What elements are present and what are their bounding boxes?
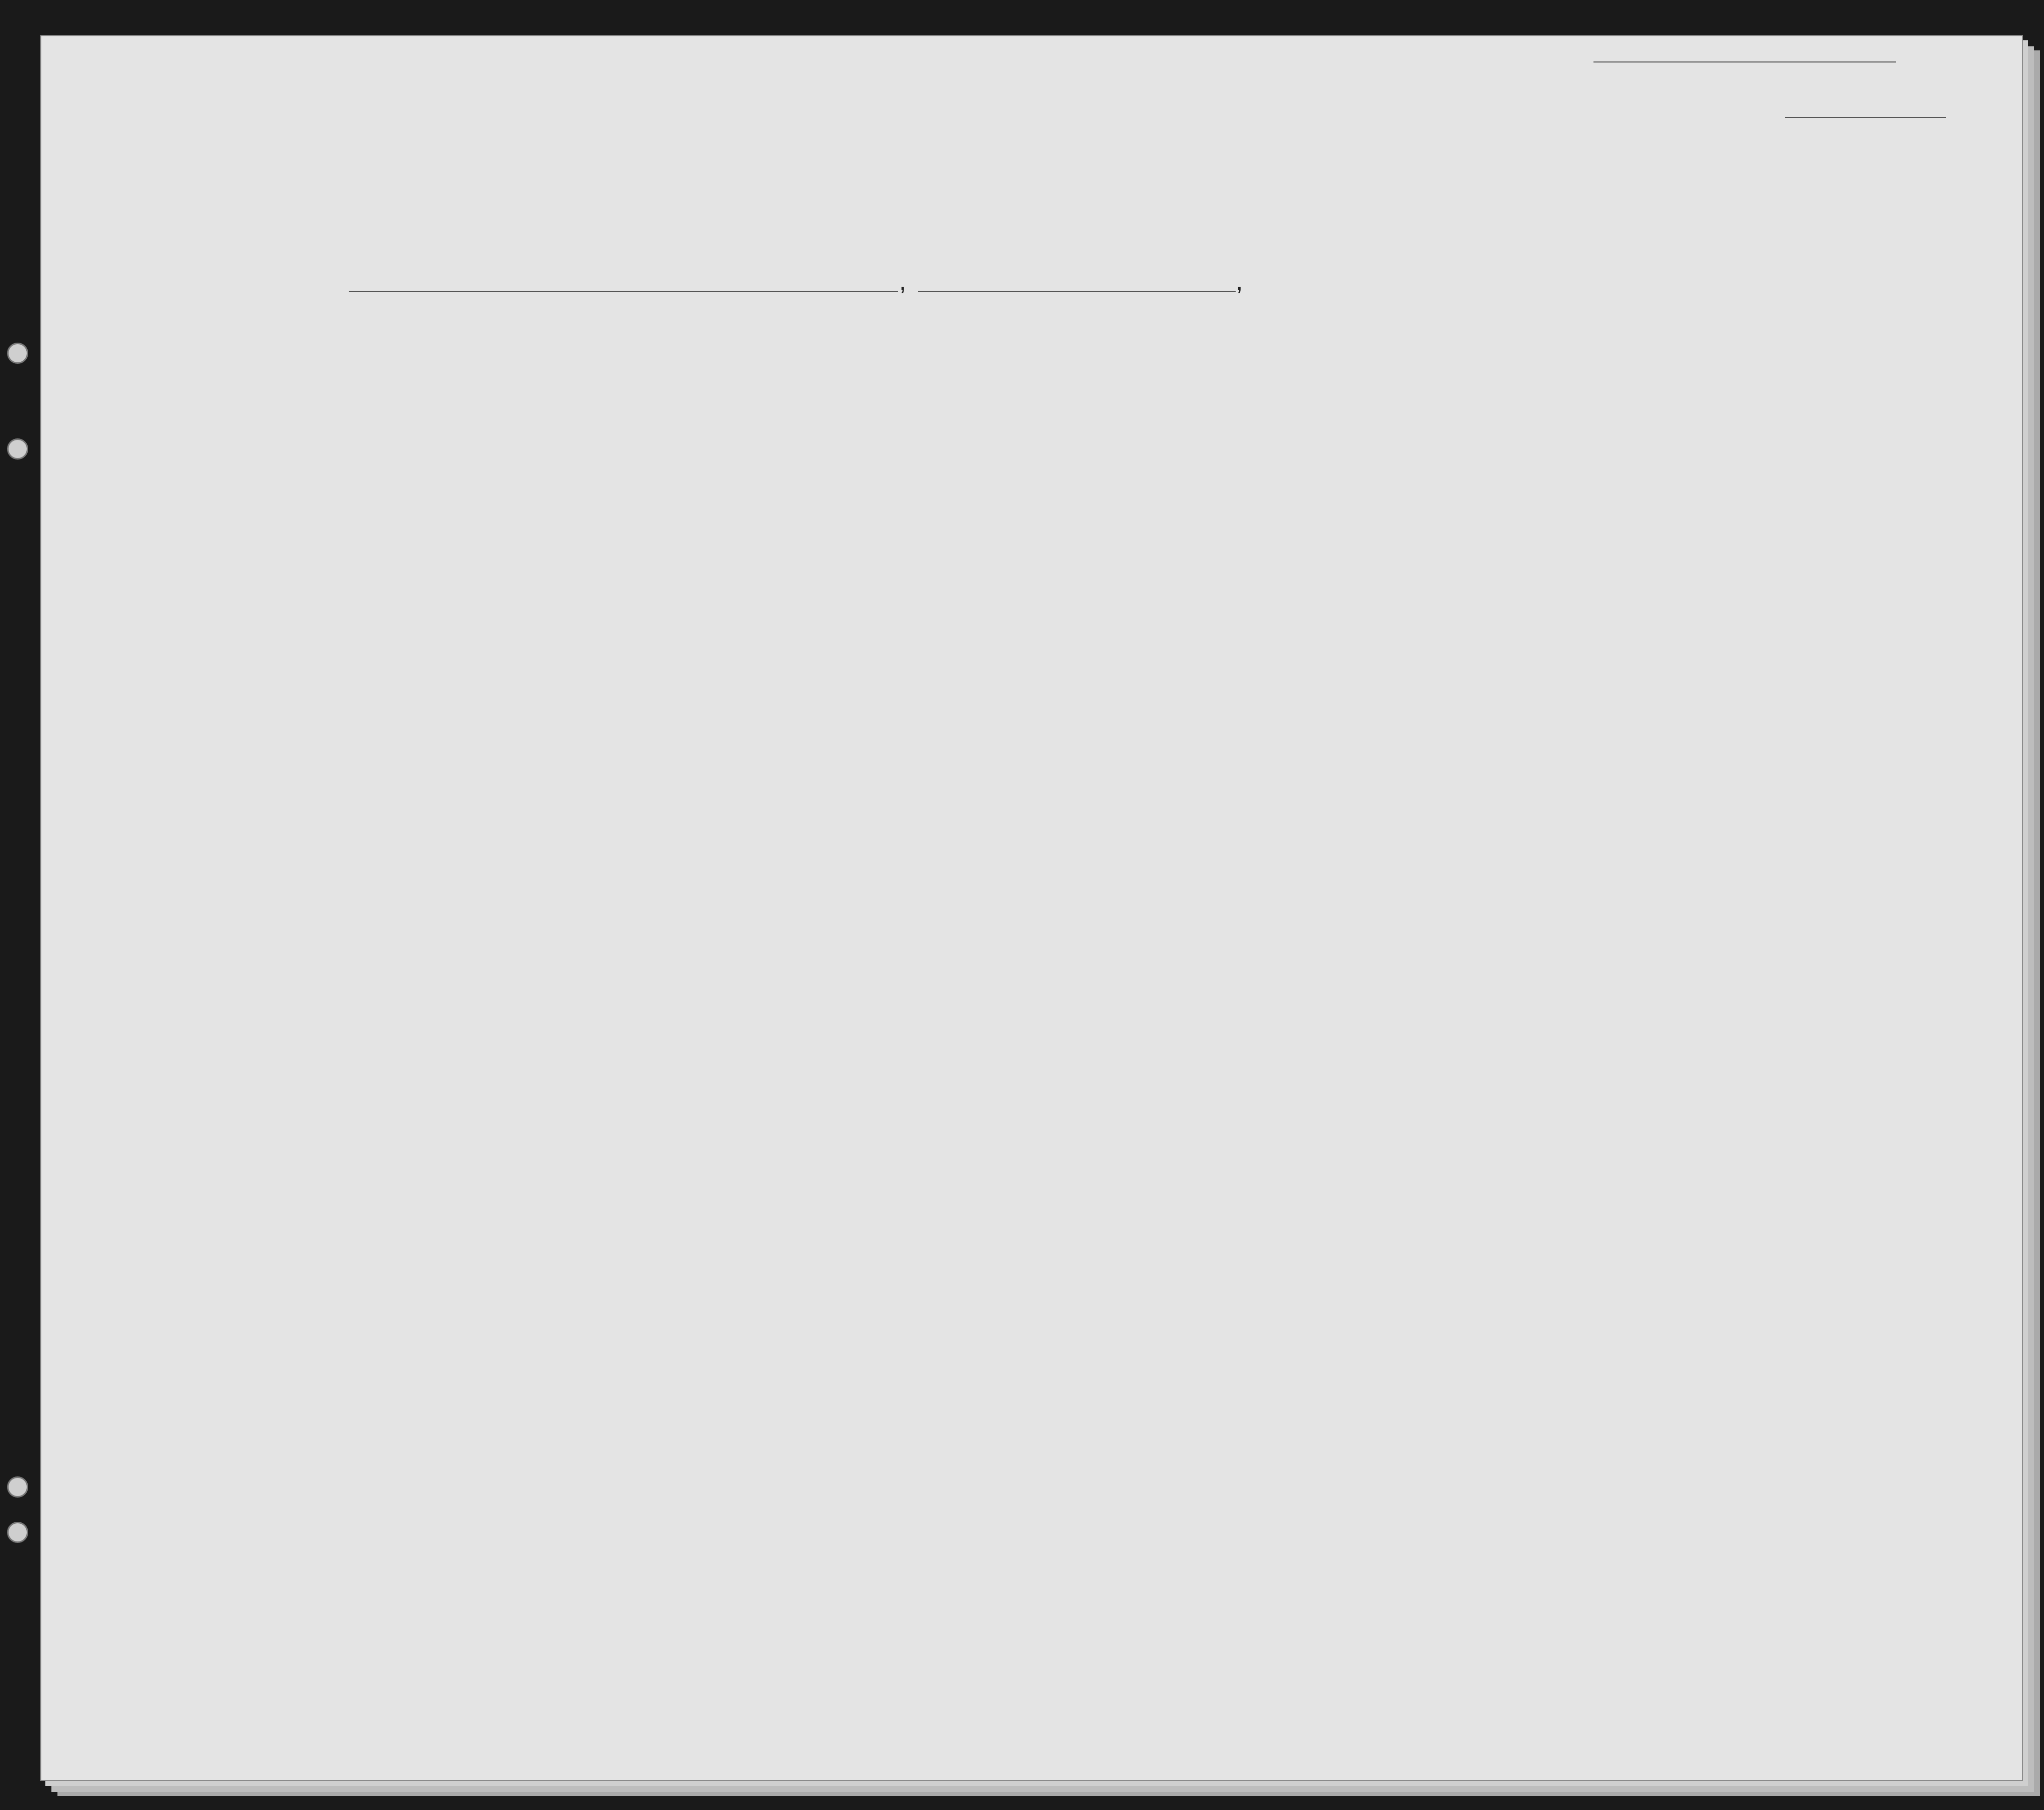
binder-hole [7, 438, 28, 460]
date-line [918, 291, 1236, 292]
port-line [349, 291, 898, 292]
list-line [1785, 117, 1946, 118]
binder-hole [7, 1476, 28, 1498]
no-line [1593, 61, 1896, 62]
binder-hole [7, 1522, 28, 1543]
comma: , [899, 267, 907, 296]
comma: , [1236, 267, 1243, 296]
manifest-sheet [40, 35, 2023, 1781]
binder-hole [7, 343, 28, 364]
